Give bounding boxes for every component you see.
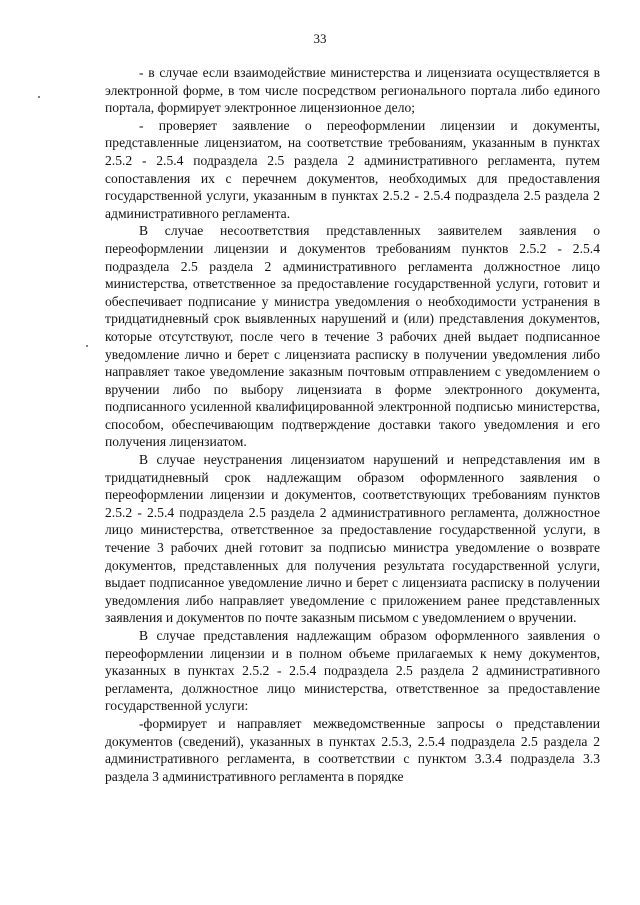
- paragraph-6: -формирует и направляет межведомственные запросы о представлении документов (сведений), указанных в пунктах 2.5.3, 2.5.4 подраздела 2.5 раздела 2 административного регламента, в соответствии с пунктом 3.3.4 подраздела 3.3 раздела 3 административного регламента в порядке: [105, 715, 600, 784]
- scan-speck: [38, 96, 40, 98]
- paragraph-2: - проверяет заявление о переоформлении лицензии и документы, представленные лицензиатом, на соответствие требованиям, указанным в пунктах 2.5.2 - 2.5.4 подраздела 2.5 раздела 2 административного регламента, путем сопоставления их с перечнем документов, необходимых для предоставления государственной услуги, указанным в пунктах 2.5.2 - 2.5.4 подраздела 2.5 раздела 2 административного регламента.: [105, 117, 600, 221]
- paragraph-3: В случае несоответствия представленных заявителем заявления о переоформлении лицензии и документов требованиям пунктов 2.5.2 - 2.5.4 подраздела 2.5 раздела 2 административного регламента должностное лицо министерства, ответственное за предоставление государственной услуги, готовит и обеспечивает подписание у министра уведомления о необходимости устранения в тридцатидневный срок выявленных нарушений и (или) представления документов, которые отсутствуют, после чего в течение 3 рабочих дней выдает подписанное уведомление лично и берет с лицензиата расписку в получении уведомления либо направляет такое уведомление заказным почтовым отправлением с уведомлением о вручении либо по выбору лицензиата в форме электронного документа, подписанного усиленной квалифицированной электронной подписью министерства, способом, обеспечивающим подтверждение доставки такого уведомления и его получения лицензиатом.: [105, 223, 600, 450]
- page-number: 33: [313, 31, 327, 46]
- body-text: [105, 64, 600, 785]
- scan-speck: [86, 345, 88, 347]
- paragraph-1: - в случае если взаимодействие министерства и лицензиата осуществляется в электронной форме, в том числе посредством регионального портала либо единого портала, формирует электронное лицензионное дело;: [105, 65, 600, 116]
- paragraph-4: В случае неустранения лицензиатом нарушений и непредставления им в тридцатидневный срок надлежащим образом оформленного заявления о переоформлении лицензии и документов, соответствующих требованиям пунктов 2.5.2 - 2.5.4 подраздела 2.5 раздела 2 административного регламента, должностное лицо министерства, ответственное за предоставление государственной услуги, в течение 3 рабочих дней готовит за подписью министра уведомление о возврате документов, представленных для получения результата государственной услуги, выдает подписанное уведомление лично и берет с лицензиата расписку в получении уведомления либо направляет уведомление с приложением ранее представленных заявления и документов по почте заказным письмом с уведомлением о вручении.: [105, 452, 600, 626]
- paragraph-5: В случае представления надлежащим образом оформленного заявления о переоформлении лицензии и в полном объеме прилагаемых к нему документов, указанных в пунктах 2.5.2 - 2.5.4 подраздела 2.5 раздела 2 административного регламента, должностное лицо министерства, ответственное за предоставление государственной услуги:: [105, 628, 600, 714]
